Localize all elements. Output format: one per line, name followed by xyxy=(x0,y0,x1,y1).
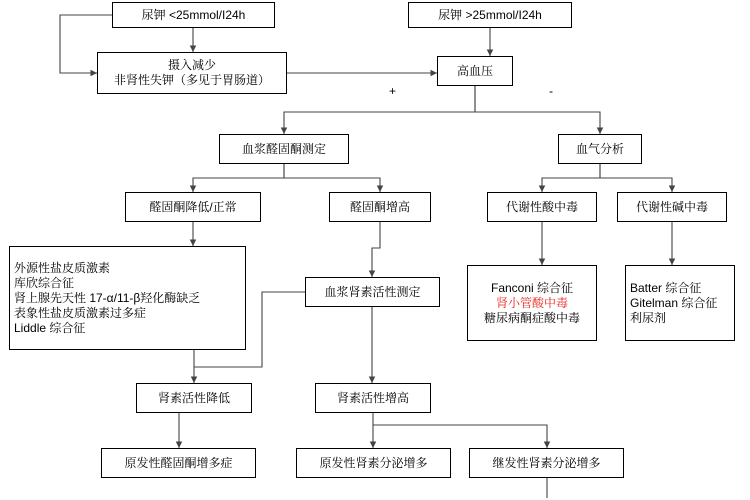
flow-node-n2-line-1: 尿钾 >25mmol/I24h xyxy=(438,7,542,22)
connector-n4-to-n6 xyxy=(475,86,600,134)
flow-node-n7-line-1: 醛固酮降低/正常 xyxy=(149,199,237,214)
flow-node-n1-line-1: 尿钾 <25mmol/I24h xyxy=(141,7,246,22)
connector-n5-to-n8 xyxy=(284,164,380,192)
flow-node-n2 xyxy=(408,2,572,28)
flow-node-n11-line-5: Liddle 综合征 xyxy=(14,320,86,335)
flow-node-n9 xyxy=(487,192,597,222)
flow-node-n12-line-1: Fanconi 综合征 xyxy=(490,280,574,295)
connector-n16-to-n19 xyxy=(373,425,547,448)
flow-node-n3 xyxy=(97,52,287,94)
flow-node-n8-line-1: 醛固酮增高 xyxy=(349,199,410,214)
flow-node-n12-line-2: 肾小管酸中毒 xyxy=(495,295,568,310)
flow-node-n13-line-2: Gitelman 综合征 xyxy=(630,295,718,310)
flow-node-n6 xyxy=(558,134,642,164)
flow-node-n6-line-1: 血气分析 xyxy=(575,141,624,156)
connector-n5-to-n7 xyxy=(193,164,284,192)
flow-node-n13-line-1: Batter 综合征 xyxy=(630,280,702,295)
flow-node-n13 xyxy=(625,265,735,341)
flow-node-n17-line-1: 原发性醛固酮增多症 xyxy=(124,455,233,470)
flow-node-n11 xyxy=(9,246,246,350)
flow-node-n3-line-1: 摄入减少 xyxy=(167,58,216,72)
flow-node-n10-line-1: 代谢性碱中毒 xyxy=(635,199,708,214)
flow-node-n14 xyxy=(305,277,440,307)
flow-node-n11-line-1: 外源性盐皮质激素 xyxy=(14,260,111,275)
flow-node-n7 xyxy=(125,192,261,222)
flow-node-n4 xyxy=(437,56,513,86)
flow-node-n15-line-1: 肾素活性降低 xyxy=(157,390,230,405)
flow-node-n1 xyxy=(112,2,275,28)
flow-node-n18-line-1: 原发性肾素分泌增多 xyxy=(319,455,428,470)
flow-node-n5 xyxy=(219,134,349,164)
flow-node-n15 xyxy=(136,383,252,413)
flow-node-n13-line-3: 利尿剂 xyxy=(630,310,667,325)
flow-node-n8 xyxy=(329,192,431,222)
flow-node-n11-line-4: 表象性盐皮质激素过多症 xyxy=(14,305,147,320)
flow-node-n11-line-2: 库欣综合征 xyxy=(14,275,75,290)
flow-node-n17 xyxy=(101,448,256,478)
flow-node-n11-line-3: 肾上腺先天性 17-α/11-β羟化酶缺乏 xyxy=(14,290,201,305)
edge-sign-minus: - xyxy=(549,84,553,98)
flow-node-n16-line-1: 肾素活性增高 xyxy=(336,390,409,405)
connector-n6-to-n9 xyxy=(542,164,600,192)
flow-node-n19-line-1: 继发性肾素分泌增多 xyxy=(492,455,601,470)
flow-node-n12-line-3: 糖尿病酮症酸中毒 xyxy=(483,310,580,325)
flow-node-n5-line-1: 血浆醛固酮测定 xyxy=(241,141,326,156)
flow-node-n4-line-1: 高血压 xyxy=(456,63,493,78)
flow-node-n16 xyxy=(315,383,431,413)
flow-node-n19 xyxy=(469,448,624,478)
flow-node-n10 xyxy=(617,192,727,222)
flow-node-n12 xyxy=(467,265,597,341)
connector-n4-to-n5 xyxy=(284,86,475,134)
flow-node-n3-line-2: 非肾性失钾（多见于胃肠道） xyxy=(113,73,270,87)
flow-node-n14-line-1: 血浆肾素活性测定 xyxy=(324,284,421,299)
flow-node-n18 xyxy=(296,448,451,478)
connector-n6-to-n10 xyxy=(600,164,672,192)
flow-node-n9-line-1: 代谢性酸中毒 xyxy=(505,199,578,214)
connector-n8-to-n14 xyxy=(372,222,380,277)
edge-sign-plus: + xyxy=(389,84,397,98)
